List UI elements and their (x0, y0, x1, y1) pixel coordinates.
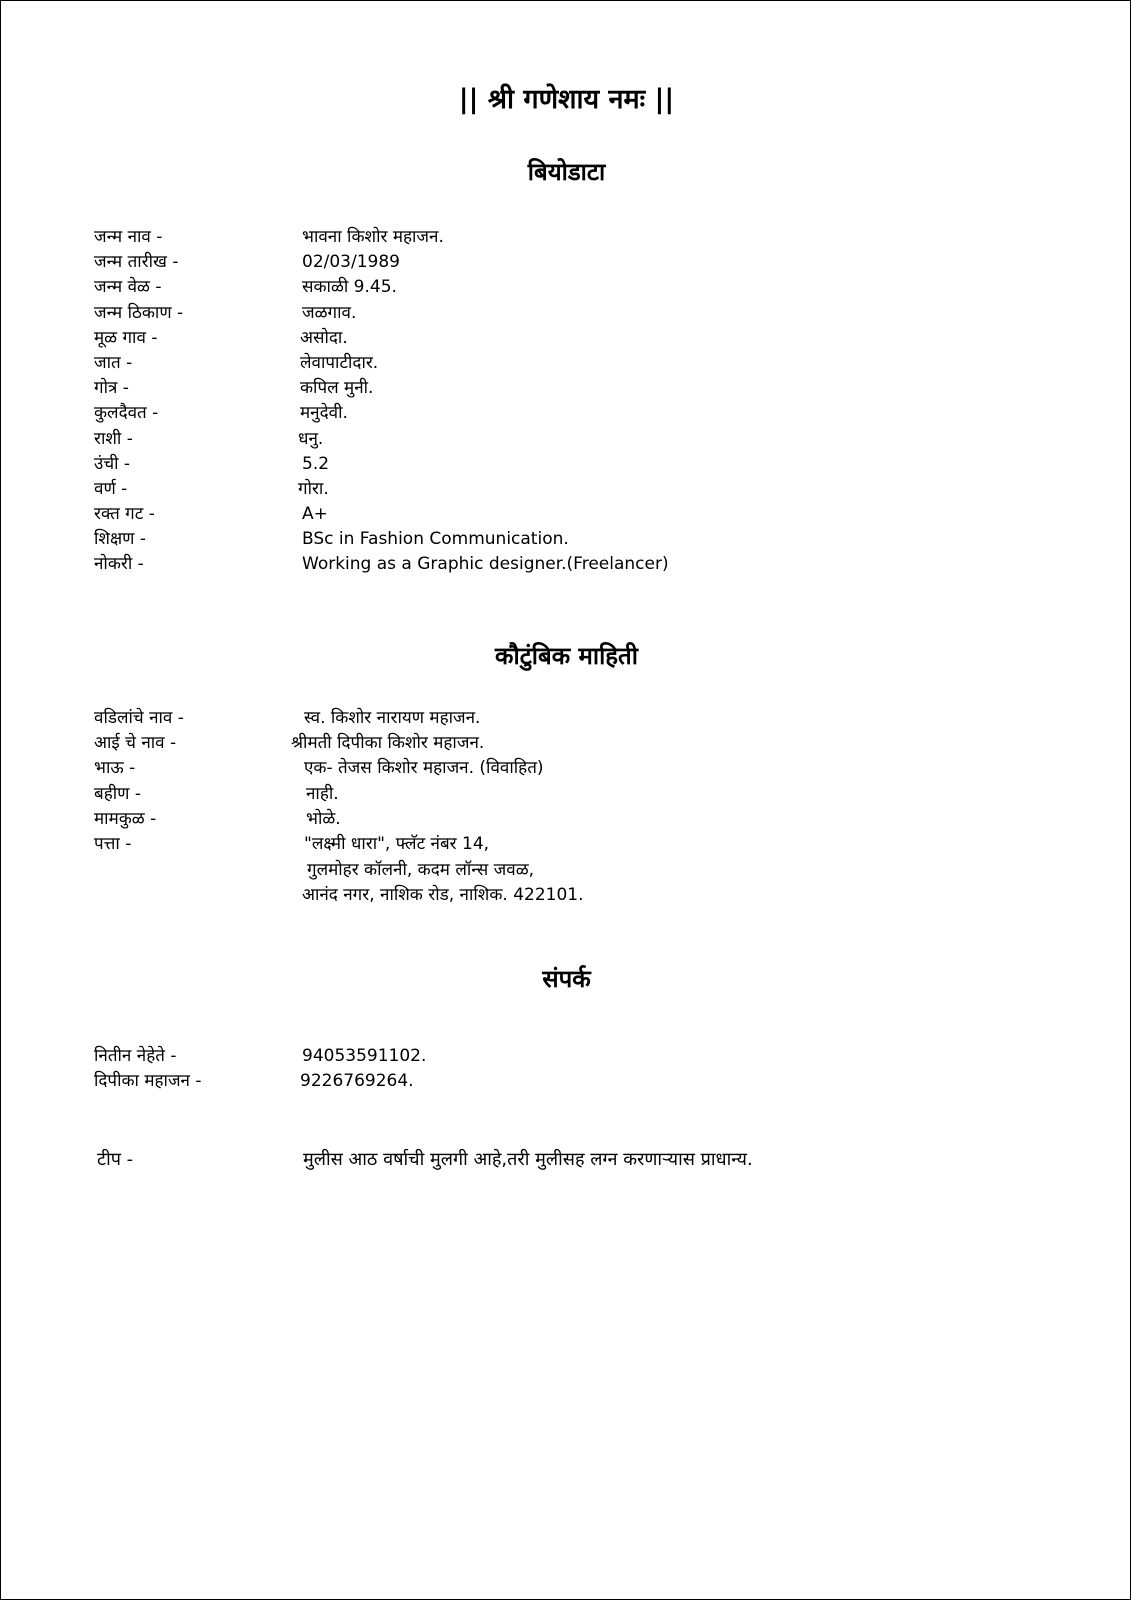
field-value: धनु. (298, 428, 324, 449)
field-value: लेवापाटीदार. (300, 352, 379, 373)
field-row-blood-group (94, 502, 994, 527)
field-label: जात - (94, 352, 133, 373)
field-label: रक्त गट - (94, 504, 155, 525)
field-value: "लक्ष्मी धारा", फ्लॅट नंबर 14, (304, 833, 490, 854)
field-label: मूळ गाव - (94, 327, 158, 348)
field-label: जन्म वेळ - (94, 277, 162, 298)
field-label: शिक्षण - (94, 529, 146, 550)
field-row-native-village (94, 326, 994, 351)
field-value: Working as a Graphic designer.(Freelancer) (302, 554, 669, 575)
note-text: मुलीस आठ वर्षाची मुलगी आहे,तरी मुलीसह लग्न करणाऱ्यास प्राधान्य. (303, 1149, 753, 1170)
field-label: मामकुळ - (94, 808, 157, 829)
field-value: स्व. किशोर नारायण महाजन. (304, 708, 481, 728)
field-row-sister (94, 782, 994, 807)
field-row-contact-1 (94, 1044, 994, 1069)
field-label: भाऊ - (94, 758, 136, 779)
field-row-birth-date (94, 250, 994, 275)
field-label: गोत्र - (94, 378, 129, 399)
contact-phone: 9226769264. (300, 1071, 414, 1092)
field-row-contact-2 (94, 1069, 994, 1094)
field-value: 02/03/1989 (302, 252, 400, 273)
family-field-list (94, 706, 994, 857)
field-label: दिपीका महाजन - (94, 1071, 202, 1092)
biodata-heading: बियोडाटा (527, 158, 606, 186)
field-value: A+ (302, 504, 328, 525)
field-value: गोरा. (298, 478, 329, 499)
family-heading: कौटुंबिक माहिती (495, 642, 638, 670)
note-label: टीप - (97, 1149, 134, 1170)
contact-heading: संपर्क (542, 965, 591, 993)
field-value: एक- तेजस किशोर महाजन. (विवाहित) (304, 758, 544, 779)
field-row-mother-name (94, 731, 994, 756)
field-value: मनुदेवी. (300, 403, 348, 424)
field-row-caste (94, 351, 994, 376)
field-label: पत्ता - (94, 833, 132, 854)
field-row-address (94, 832, 994, 857)
invocation-title: || श्री गणेशाय नमः || (458, 84, 675, 115)
note-row (97, 1147, 997, 1173)
field-label: नोकरी - (94, 554, 144, 575)
field-row-rashi (94, 427, 994, 452)
field-row-education (94, 527, 994, 552)
field-label: वर्ण - (94, 478, 128, 499)
field-label: उंची - (94, 453, 131, 474)
address-line-2: गुलमोहर कॉलनी, कदम लॉन्स जवळ, (307, 860, 535, 880)
field-row-birth-time (94, 275, 994, 300)
field-value: जळगाव. (302, 302, 357, 323)
field-value: असोदा. (300, 327, 348, 348)
field-value: नाही. (306, 783, 339, 804)
field-row-gotra (94, 376, 994, 401)
field-value: 5.2 (302, 453, 330, 474)
field-row-occupation (94, 552, 994, 577)
field-label: नितीन नेहेते - (94, 1046, 177, 1066)
field-label: आई चे नाव - (94, 733, 177, 754)
field-row-height (94, 452, 994, 477)
field-value: भोळे. (306, 808, 341, 829)
field-value: BSc in Fashion Communication. (302, 529, 569, 550)
field-value: कपिल मुनी. (300, 378, 374, 399)
field-row-brother (94, 756, 994, 781)
field-label: वडिलांचे नाव - (94, 708, 184, 728)
biodata-field-list (94, 225, 994, 578)
field-label: बहीण - (94, 783, 141, 804)
field-label: जन्म तारीख - (94, 252, 179, 273)
field-row-complexion (94, 477, 994, 502)
field-value: श्रीमती दिपीका किशोर महाजन. (291, 733, 485, 754)
field-row-kuldaivat (94, 401, 994, 426)
field-row-birth-name (94, 225, 994, 250)
field-row-maternal-family (94, 807, 994, 832)
field-row-birth-place (94, 301, 994, 326)
field-label: जन्म ठिकाण - (94, 302, 184, 323)
field-row-father-name (94, 706, 994, 731)
contact-phone: 94053591102. (302, 1046, 427, 1066)
contact-field-list (94, 1044, 994, 1094)
field-value: सकाळी 9.45. (302, 277, 397, 298)
field-label: कुलदैवत - (94, 403, 159, 424)
field-value: भावना किशोर महाजन. (302, 227, 444, 247)
field-label: राशी - (94, 428, 133, 449)
address-line-3: आनंद नगर, नाशिक रोड, नाशिक. 422101. (302, 885, 584, 905)
field-label: जन्म नाव - (94, 227, 163, 247)
